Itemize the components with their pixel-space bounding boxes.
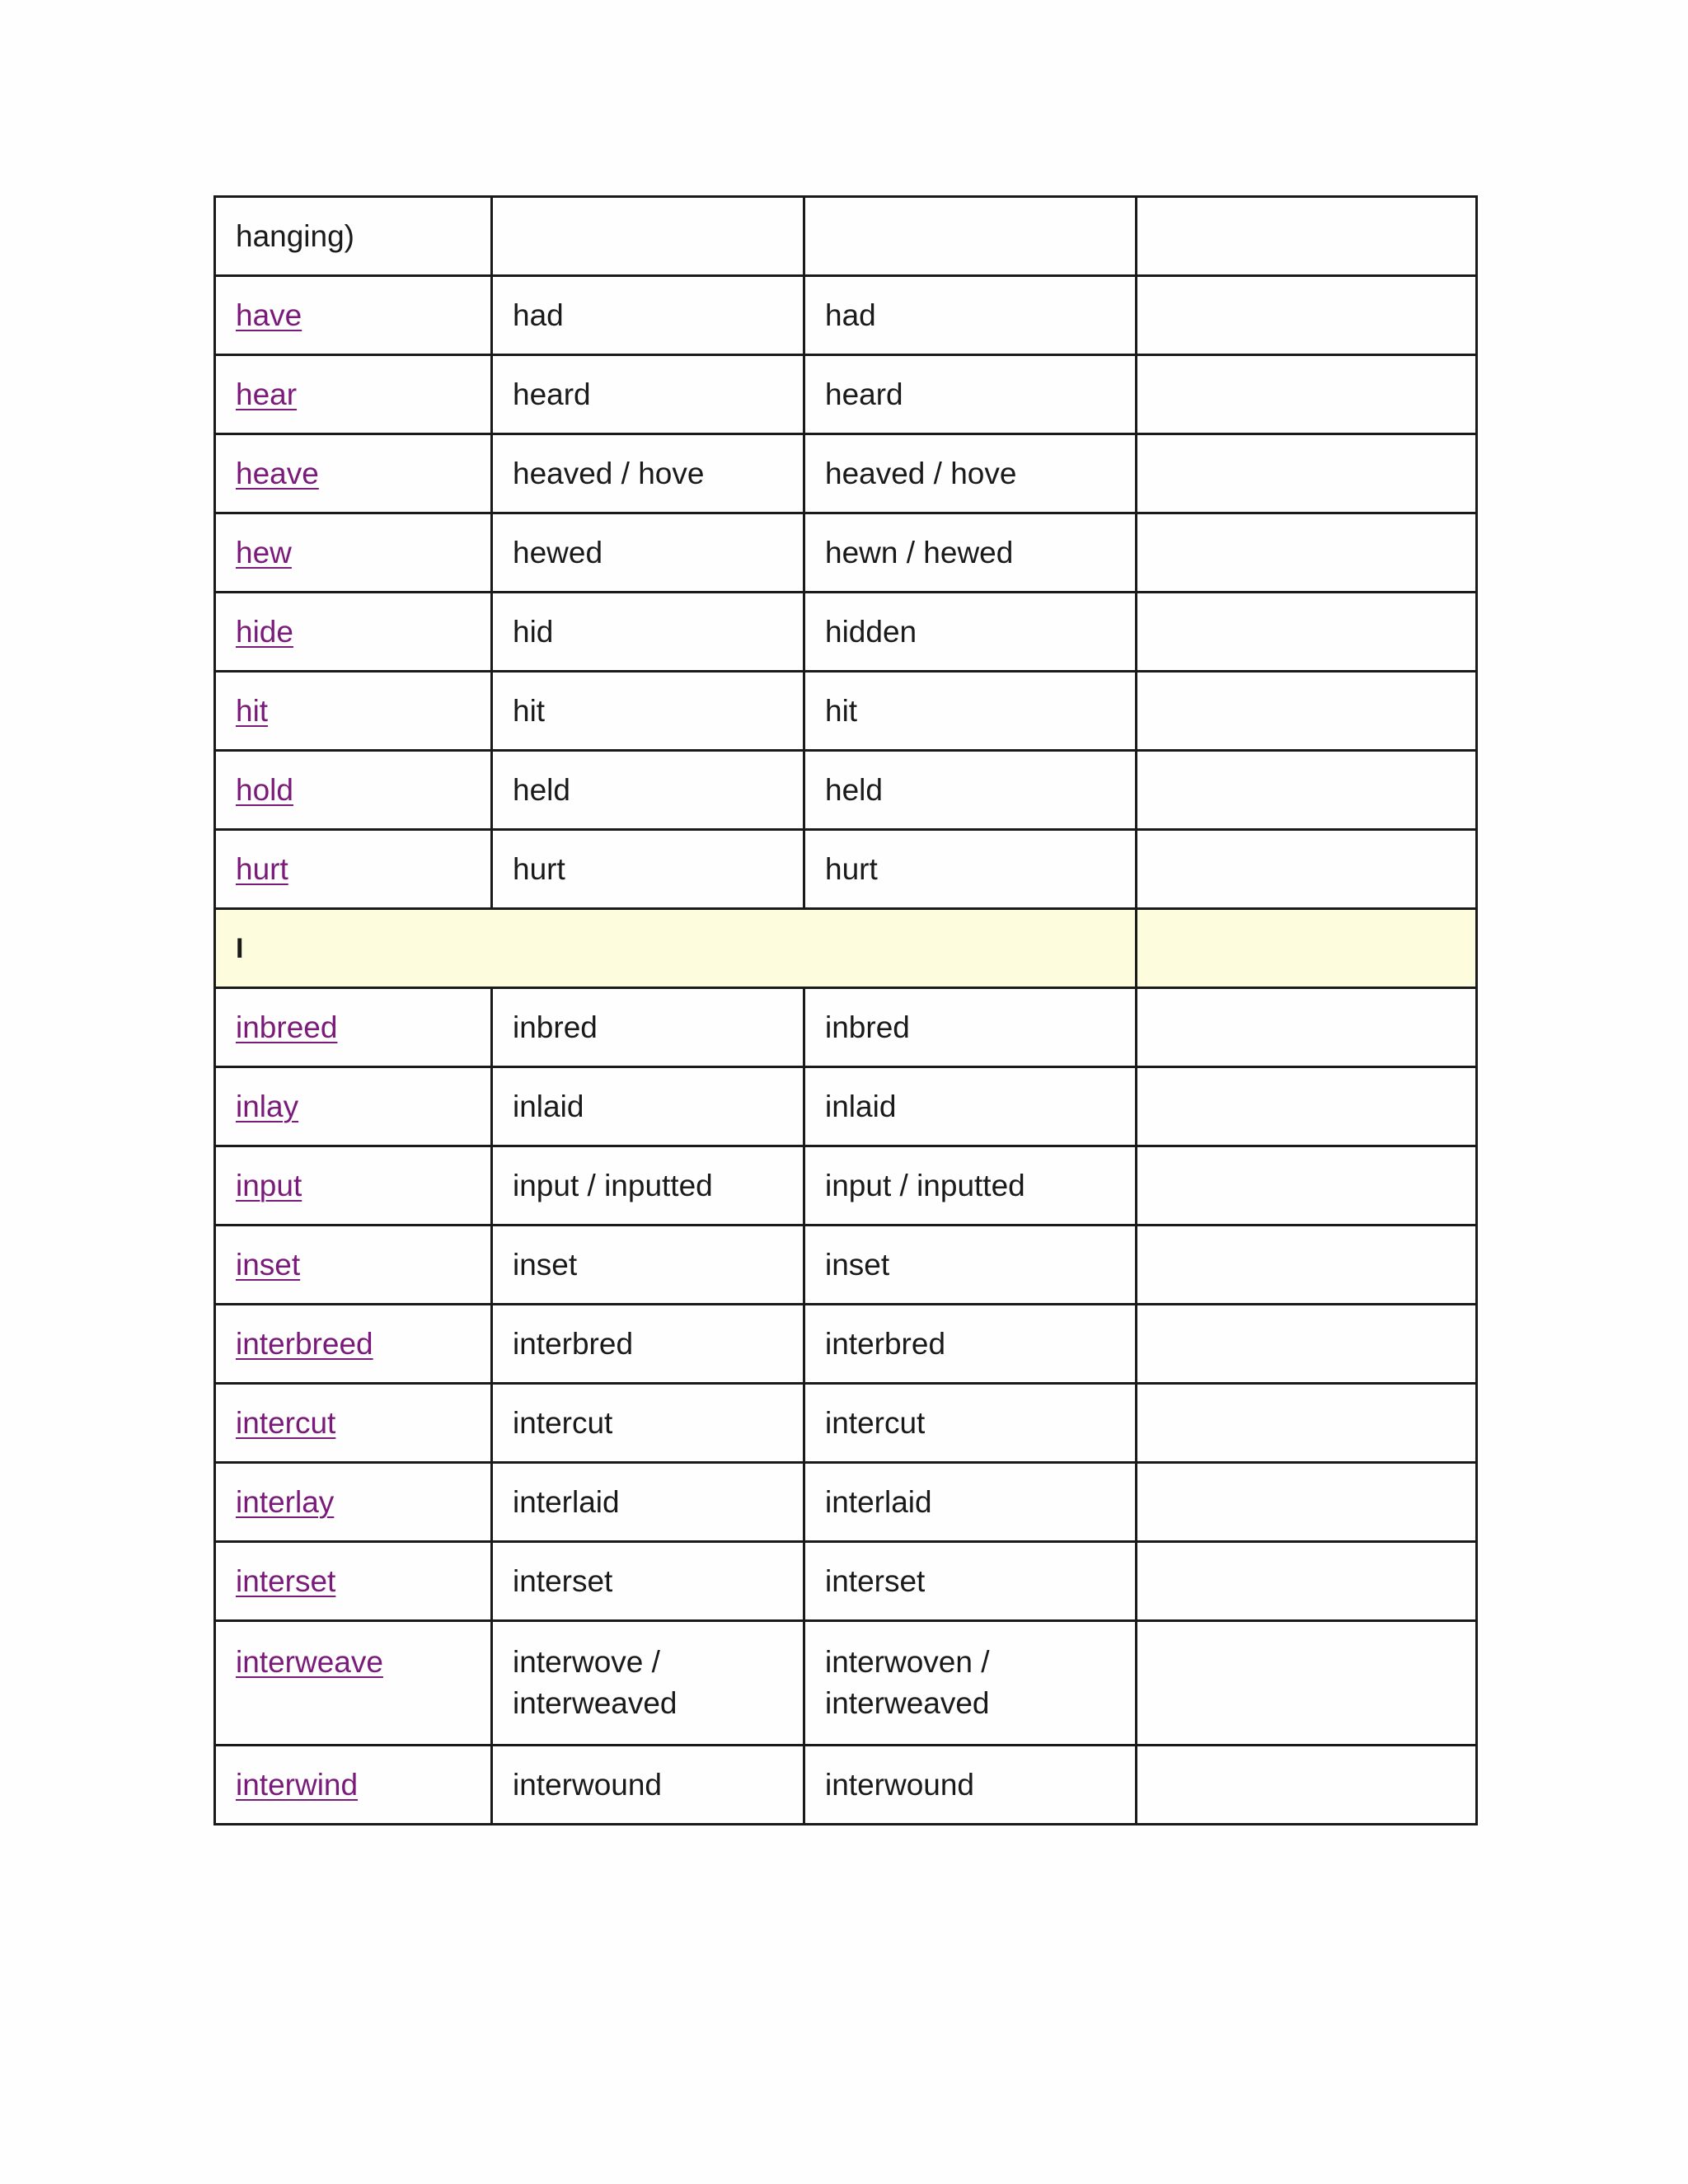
- past-participle-cell: hidden: [804, 593, 1137, 672]
- past-simple-cell: interset: [492, 1542, 804, 1621]
- past-participle-cell: interwoven / interweaved: [804, 1621, 1137, 1746]
- past-simple-cell: [492, 197, 804, 276]
- section-letter: I: [236, 933, 244, 964]
- base-form-cell: [215, 672, 492, 751]
- table-row: [215, 1384, 1477, 1463]
- table-row: [215, 1146, 1477, 1226]
- past-simple-cell: interbred: [492, 1305, 804, 1384]
- base-form-cell: [215, 751, 492, 830]
- verb-link[interactable]: hide: [236, 614, 293, 649]
- base-form-cell: [215, 1746, 492, 1825]
- verb-link[interactable]: interwind: [236, 1767, 359, 1802]
- base-form-cell: [215, 988, 492, 1067]
- table-row: [215, 276, 1477, 355]
- section-letter-cell: [215, 909, 1137, 988]
- table-cell-extra: [1137, 909, 1477, 988]
- verb-link[interactable]: interset: [236, 1563, 336, 1598]
- section-header-row: [215, 909, 1477, 988]
- verb-link[interactable]: hurt: [236, 851, 288, 886]
- table-cell-extra: [1137, 1067, 1477, 1146]
- base-form-cell: [215, 355, 492, 434]
- past-simple-cell: had: [492, 276, 804, 355]
- past-simple-cell: interwove / interweaved: [492, 1621, 804, 1746]
- base-form-cell: [215, 513, 492, 593]
- verb-link[interactable]: interlay: [236, 1484, 335, 1519]
- table-row: [215, 830, 1477, 909]
- verb-link[interactable]: inset: [236, 1247, 301, 1282]
- base-form-cell: [215, 434, 492, 513]
- past-simple-cell: input / inputted: [492, 1146, 804, 1226]
- table-row: [215, 1226, 1477, 1305]
- verb-link[interactable]: hear: [236, 377, 298, 411]
- verb-link[interactable]: inbreed: [236, 1010, 338, 1044]
- verb-link[interactable]: interbreed: [236, 1326, 373, 1361]
- past-simple-cell: held: [492, 751, 804, 830]
- base-form-cell: [215, 1146, 492, 1226]
- table-cell-extra: [1137, 1226, 1477, 1305]
- table-cell-extra: [1137, 830, 1477, 909]
- past-simple-cell: hit: [492, 672, 804, 751]
- base-form-cell: [215, 1067, 492, 1146]
- table-cell-extra: [1137, 355, 1477, 434]
- past-participle-cell: inset: [804, 1226, 1137, 1305]
- table-cell-extra: [1137, 751, 1477, 830]
- base-form-cell: [215, 1463, 492, 1542]
- verb-link[interactable]: interweave: [236, 1645, 383, 1679]
- past-simple-cell: intercut: [492, 1384, 804, 1463]
- past-simple-cell: interwound: [492, 1746, 804, 1825]
- past-participle-cell: hit: [804, 672, 1137, 751]
- past-simple-cell: hurt: [492, 830, 804, 909]
- past-simple-cell: inbred: [492, 988, 804, 1067]
- base-form-cell: [215, 1226, 492, 1305]
- table-cell-extra: [1137, 988, 1477, 1067]
- table-cell-extra: [1137, 672, 1477, 751]
- table-cell-extra: [1137, 434, 1477, 513]
- verb-table-body: [215, 197, 1477, 1825]
- table-row: [215, 1746, 1477, 1825]
- base-form-cell: [215, 593, 492, 672]
- table-row: [215, 1621, 1477, 1746]
- table-cell-extra: [1137, 593, 1477, 672]
- table-row: [215, 1542, 1477, 1621]
- table-cell-extra: [1137, 1384, 1477, 1463]
- irregular-verbs-table: [213, 195, 1478, 1825]
- table-cell-extra: [1137, 513, 1477, 593]
- past-participle-cell: inbred: [804, 988, 1137, 1067]
- base-form-cell: [215, 830, 492, 909]
- base-form-cell: [215, 1621, 492, 1746]
- base-form-cell: [215, 1542, 492, 1621]
- table-row: [215, 434, 1477, 513]
- table-row: [215, 355, 1477, 434]
- table-row: [215, 513, 1477, 593]
- past-simple-cell: hewed: [492, 513, 804, 593]
- past-participle-cell: hurt: [804, 830, 1137, 909]
- past-participle-cell: interwound: [804, 1746, 1137, 1825]
- table-cell-extra: [1137, 1542, 1477, 1621]
- past-participle-cell: interlaid: [804, 1463, 1137, 1542]
- past-participle-cell: had: [804, 276, 1137, 355]
- past-simple-cell: inlaid: [492, 1067, 804, 1146]
- table-cell-extra: [1137, 276, 1477, 355]
- verb-link[interactable]: inlay: [236, 1089, 299, 1123]
- verb-link[interactable]: hit: [236, 693, 269, 728]
- table-row: [215, 197, 1477, 276]
- past-simple-cell: heaved / hove: [492, 434, 804, 513]
- table-cell-extra: [1137, 1146, 1477, 1226]
- past-simple-cell: heard: [492, 355, 804, 434]
- base-form-cell: [215, 1305, 492, 1384]
- table-cell-extra: [1137, 1746, 1477, 1825]
- verb-link[interactable]: heave: [236, 456, 319, 490]
- base-form-cell: [215, 276, 492, 355]
- verb-link[interactable]: intercut: [236, 1405, 336, 1440]
- past-participle-cell: inlaid: [804, 1067, 1137, 1146]
- table-row: [215, 1305, 1477, 1384]
- past-participle-cell: heard: [804, 355, 1137, 434]
- verb-link[interactable]: input: [236, 1168, 302, 1202]
- past-simple-cell: interlaid: [492, 1463, 804, 1542]
- past-participle-cell: interset: [804, 1542, 1137, 1621]
- table-cell-extra: [1137, 1621, 1477, 1746]
- table-cell-extra: [1137, 1463, 1477, 1542]
- verb-link[interactable]: have: [236, 298, 302, 332]
- table-row: [215, 1067, 1477, 1146]
- past-simple-cell: hid: [492, 593, 804, 672]
- verb-link[interactable]: hold: [236, 772, 293, 807]
- table-cell-extra: [1137, 1305, 1477, 1384]
- base-form-cell: hanging): [215, 197, 492, 276]
- past-participle-cell: held: [804, 751, 1137, 830]
- verb-link[interactable]: hew: [236, 535, 292, 569]
- past-participle-cell: heaved / hove: [804, 434, 1137, 513]
- table-row: [215, 1463, 1477, 1542]
- table-row: [215, 672, 1477, 751]
- table-row: [215, 593, 1477, 672]
- table-row: [215, 751, 1477, 830]
- past-participle-cell: intercut: [804, 1384, 1137, 1463]
- base-form-cell: [215, 1384, 492, 1463]
- past-participle-cell: input / inputted: [804, 1146, 1137, 1226]
- past-participle-cell: [804, 197, 1137, 276]
- table-cell-extra: [1137, 197, 1477, 276]
- table-row: [215, 988, 1477, 1067]
- past-participle-cell: hewn / hewed: [804, 513, 1137, 593]
- past-simple-cell: inset: [492, 1226, 804, 1305]
- past-participle-cell: interbred: [804, 1305, 1137, 1384]
